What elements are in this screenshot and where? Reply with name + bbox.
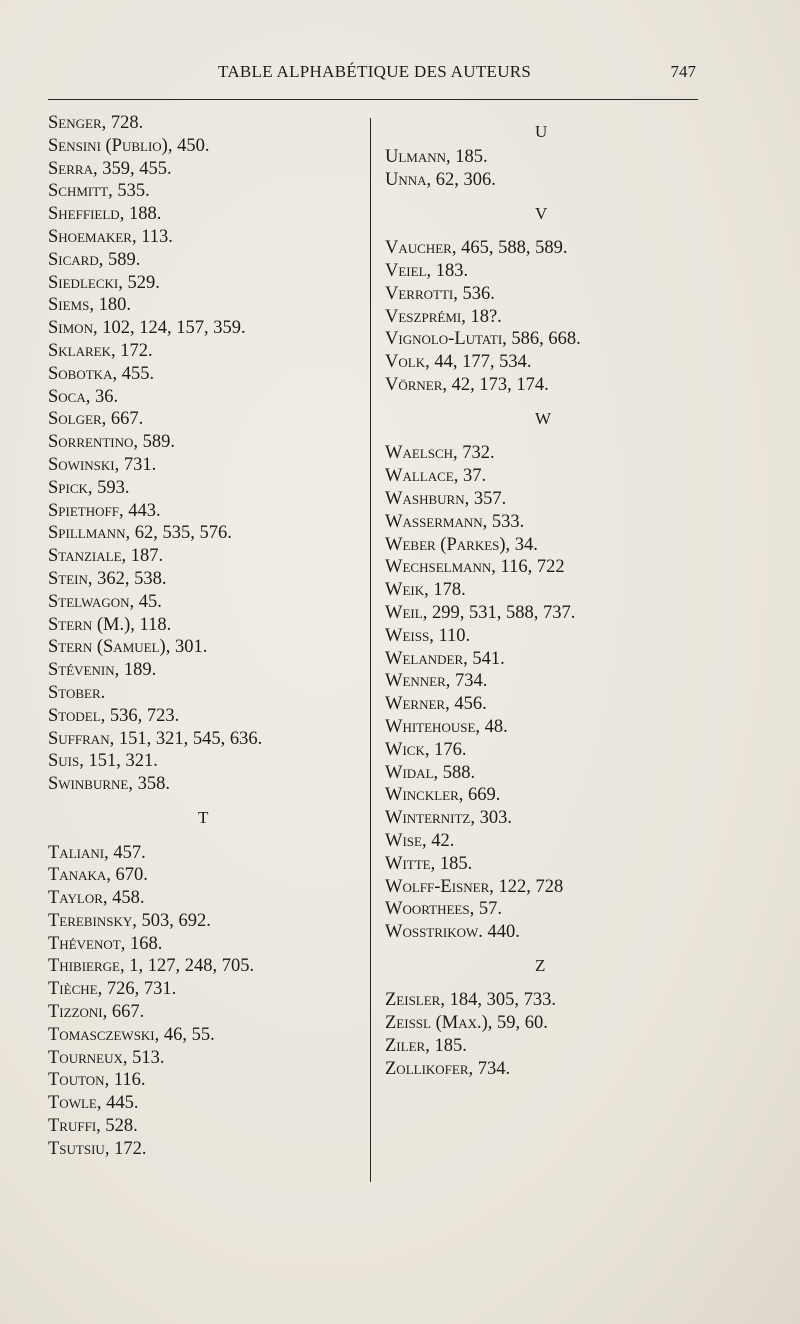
author-name: Verrotti <box>385 283 454 304</box>
page-references: , 533. <box>482 511 525 532</box>
author-name: Vörner <box>385 374 443 395</box>
author-name: Werner <box>385 694 446 715</box>
page-number: 747 <box>670 62 696 81</box>
page-references: , 299, 531, 588, 737. <box>422 602 576 623</box>
author-name: Stern (Samuel) <box>48 637 166 658</box>
author-name: Touton <box>48 1070 105 1091</box>
author-name: Stein <box>48 568 88 589</box>
author-name: Senger <box>48 113 102 133</box>
index-entry <box>48 1001 358 1024</box>
page-references: , 589. <box>98 249 141 270</box>
author-name: Wick <box>385 739 425 760</box>
page-references: , 458. <box>102 888 145 909</box>
page-references: , 151, 321. <box>79 751 158 772</box>
author-name: Zeissl (Max.) <box>385 1013 488 1034</box>
author-name: Wise <box>385 830 422 851</box>
page-references: , 42. <box>421 830 455 851</box>
section-letter-z: Z <box>535 955 546 975</box>
author-name: Wechselmann <box>385 557 492 578</box>
author-name: Tomasczewski <box>48 1024 155 1045</box>
index-entry <box>48 842 358 865</box>
author-name: Solger <box>48 409 102 430</box>
page-references: , 34. <box>505 534 538 555</box>
page-references: , 528. <box>96 1116 138 1137</box>
author-name: Tourneux <box>48 1047 123 1068</box>
section-letter-t: T <box>198 807 209 827</box>
index-entry <box>385 739 685 762</box>
page-references: , 513. <box>122 1047 165 1068</box>
index-entry <box>385 1035 685 1058</box>
page-references: , 188. <box>119 204 162 225</box>
author-name: Washburn <box>385 488 465 509</box>
author-name: Unna <box>385 169 427 190</box>
index-entry <box>385 898 685 921</box>
author-name: Stodel <box>48 705 101 726</box>
author-name: Sicard <box>48 249 99 270</box>
author-name: Thibierge <box>48 956 120 977</box>
page-references: , 189. <box>114 660 157 681</box>
page-references: , 62, 306. <box>426 169 496 190</box>
author-name: Woorthees <box>385 899 470 920</box>
index-entry <box>48 226 358 249</box>
index-entry <box>385 989 685 1012</box>
section-letter-v: V <box>535 203 548 223</box>
section-s-entries <box>48 112 358 796</box>
left-column <box>48 112 358 1161</box>
author-name: Volk <box>385 352 426 373</box>
author-name: Weik <box>385 580 425 601</box>
author-name: Spick <box>48 477 88 498</box>
index-entry <box>48 955 358 978</box>
index-entry <box>385 169 685 192</box>
page-references: , 669. <box>458 785 501 806</box>
index-entry <box>48 978 358 1001</box>
author-name: Veiel <box>385 260 427 281</box>
index-entry <box>48 477 358 500</box>
index-entry <box>48 500 358 523</box>
author-name: Waelsch <box>385 443 454 464</box>
index-entry <box>385 465 685 488</box>
index-entry <box>48 1092 358 1115</box>
author-name: Stanziale <box>48 546 122 567</box>
page-references: , 362, 538. <box>87 568 167 589</box>
page-references: , 541. <box>463 648 505 669</box>
running-title: TABLE ALPHABÉTIQUE DES AUTEURS <box>218 62 532 81</box>
page-references: , 456. <box>445 694 487 715</box>
page-references: , 667. <box>102 1002 145 1023</box>
index-entry <box>385 807 685 830</box>
page-references: , 37. <box>453 466 487 487</box>
page-references: , 172. <box>104 1138 147 1159</box>
index-entry <box>385 374 685 397</box>
page-references: , 457. <box>104 842 146 863</box>
page-references: , 118. <box>130 614 172 635</box>
page-references: , 535. <box>108 181 150 202</box>
author-name: Ulmann <box>385 147 447 167</box>
index-entry <box>48 568 358 591</box>
index-entry <box>48 158 358 181</box>
index-entry <box>385 625 685 648</box>
right-column <box>385 112 685 1081</box>
author-name: Wenner <box>385 671 446 692</box>
index-entry <box>385 670 685 693</box>
author-name: Vignolo-Lutati <box>385 329 503 350</box>
index-entry <box>385 602 685 625</box>
page-references: , 1, 127, 248, 705. <box>119 956 255 977</box>
author-name: Stern (M.) <box>48 614 131 635</box>
index-entry <box>385 762 685 785</box>
page-references: , 185. <box>425 1036 467 1057</box>
author-name: Vaucher <box>385 238 452 259</box>
index-entry <box>385 146 685 169</box>
author-name: Sheffield <box>48 204 120 225</box>
page-references: , 185. <box>430 853 473 874</box>
index-entry <box>48 591 358 614</box>
index-entry <box>385 260 685 283</box>
author-name: Tizzoni <box>48 1002 103 1023</box>
author-name: Wassermann <box>385 511 483 532</box>
index-entry <box>385 853 685 876</box>
author-name: Suis <box>48 751 80 772</box>
index-entry <box>385 511 685 534</box>
page-references: , 183. <box>426 260 469 281</box>
page-references: , 184, 305, 733. <box>440 990 556 1011</box>
page-references: , 42, 173, 174. <box>442 374 549 395</box>
column-divider <box>370 118 371 1182</box>
author-name: Welander <box>385 648 464 669</box>
index-entry <box>48 135 358 158</box>
page-references: , 176. <box>424 739 467 760</box>
page-references: , 455. <box>112 363 155 384</box>
author-name: Weiss <box>385 625 430 646</box>
index-entry <box>385 784 685 807</box>
header-rule <box>48 99 698 100</box>
index-entry <box>385 830 685 853</box>
index-entry <box>48 887 358 910</box>
page-references: , 301. <box>165 637 208 658</box>
author-name: Zeisler <box>385 990 441 1011</box>
index-entry <box>48 1115 358 1138</box>
index-entry <box>48 705 358 728</box>
page-references: , 536, 723. <box>100 705 180 726</box>
author-name: Tanaka <box>48 865 107 886</box>
author-name: Weil <box>385 602 423 623</box>
index-entry <box>48 545 358 568</box>
page-references: , 178. <box>424 580 466 601</box>
index-entry <box>385 716 685 739</box>
author-name: Witte <box>385 853 431 874</box>
section-t-entries <box>48 842 358 1161</box>
index-entry <box>385 442 685 465</box>
author-name: Truffi <box>48 1116 97 1137</box>
index-entry <box>48 682 358 705</box>
page-references: , 113. <box>131 226 173 247</box>
page-references: , 187. <box>121 546 164 567</box>
author-name: Widal <box>385 762 434 783</box>
author-name: Stelwagon <box>48 591 130 612</box>
page-references: , 726, 731. <box>97 979 177 1000</box>
index-entry <box>385 1012 685 1035</box>
index-entry <box>385 237 685 260</box>
author-name: Suffran <box>48 728 110 749</box>
author-name: Siedlecki <box>48 272 119 293</box>
index-entry <box>48 249 358 272</box>
author-name: Veszprémi <box>385 306 462 327</box>
author-name: Terebinsky <box>48 910 133 931</box>
author-name: Tsutsiu <box>48 1138 105 1159</box>
index-entry <box>48 340 358 363</box>
author-name: Winckler <box>385 785 459 806</box>
page-references: . <box>100 682 106 703</box>
author-name: Wallace <box>385 466 454 487</box>
author-name: Sowinski <box>48 454 115 475</box>
index-entry <box>385 351 685 374</box>
index-entry <box>48 750 358 773</box>
index-entry <box>48 1069 358 1092</box>
index-entry <box>385 876 685 899</box>
page-references: . 440. <box>478 922 520 943</box>
page-references: , 172. <box>111 340 153 361</box>
page-references: , 122, 728 <box>489 876 564 897</box>
author-name: Schmitt <box>48 181 109 202</box>
index-entry <box>48 180 358 203</box>
page-references: , 45. <box>129 591 162 612</box>
author-name: Wolff-Eisner <box>385 876 490 897</box>
author-name: Thévenot <box>48 933 121 954</box>
page-references: , 670. <box>106 865 148 886</box>
index-entry <box>48 636 358 659</box>
page-references: , 734. <box>468 1058 511 1079</box>
author-name: Weber (Parkes) <box>385 534 506 555</box>
index-entry <box>385 1058 685 1081</box>
page-references: , 116. <box>104 1070 146 1091</box>
index-entry <box>48 272 358 295</box>
section-w-entries <box>385 442 685 944</box>
index-entry <box>385 693 685 716</box>
page-references: , 18?. <box>461 306 502 327</box>
index-entry <box>48 659 358 682</box>
author-name: Taylor <box>48 888 103 909</box>
author-name: Whitehouse <box>385 716 476 737</box>
index-entry <box>48 728 358 751</box>
page-references: , 62, 535, 576. <box>125 523 232 544</box>
page-references: , 357. <box>464 488 507 509</box>
author-name: Spiethoff <box>48 500 119 521</box>
section-letter-w: W <box>535 408 552 428</box>
page-references: , 734. <box>445 671 488 692</box>
page-references: , 168. <box>120 933 163 954</box>
page-references: , 589. <box>133 432 176 453</box>
index-entry <box>48 1047 358 1070</box>
index-entry <box>48 431 358 454</box>
page-references: , 732. <box>453 443 495 464</box>
page-references: , 465, 588, 589. <box>451 238 568 259</box>
page-references: , 529. <box>118 272 160 293</box>
page-references: , 102, 124, 157, 359. <box>92 318 246 339</box>
page-references: , 358. <box>128 774 170 795</box>
author-name: Spillmann <box>48 523 126 544</box>
author-name: Siems <box>48 295 90 316</box>
author-name: Winternitz <box>385 808 471 829</box>
page-references: , 180. <box>89 295 131 316</box>
index-entry <box>48 933 358 956</box>
index-entry <box>48 317 358 340</box>
section-u-entries <box>385 146 685 192</box>
author-name: Stober <box>48 682 101 703</box>
page-references: , 667. <box>101 409 144 430</box>
author-name: Tièche <box>48 979 98 1000</box>
author-name: Serra <box>48 158 93 179</box>
index-entry <box>385 556 685 579</box>
section-letter-u: U <box>535 122 548 141</box>
index-entry <box>48 386 358 409</box>
index-entry <box>48 408 358 431</box>
author-name: Sensini (Publio) <box>48 135 168 156</box>
page-references: , 731. <box>114 454 157 475</box>
index-entry <box>385 283 685 306</box>
section-z-entries <box>385 989 685 1080</box>
section-v-entries <box>385 237 685 397</box>
page-references: , 116, 722 <box>491 557 565 578</box>
author-name: Zollikofer <box>385 1058 469 1079</box>
page-references: , 36. <box>85 386 119 407</box>
page-references: , 44, 177, 534. <box>425 352 532 373</box>
page-references: , 593. <box>87 477 130 498</box>
author-name: Wosstrikow <box>385 922 479 943</box>
index-entry <box>385 534 685 557</box>
index-entry <box>385 306 685 329</box>
index-entry <box>48 522 358 545</box>
author-name: Sobotka <box>48 363 113 384</box>
page-references: , 46, 55. <box>154 1024 215 1045</box>
page-references: , 59, 60. <box>487 1013 548 1034</box>
author-name: Sorrentino <box>48 432 134 453</box>
author-name: Taliani <box>48 842 105 863</box>
index-entry <box>48 1138 358 1161</box>
page-references: , 48. <box>475 716 508 737</box>
page-references: , 586, 668. <box>502 329 581 350</box>
index-entry <box>385 579 685 602</box>
page-references: , 588. <box>433 762 476 783</box>
index-entry <box>48 773 358 796</box>
page-references: , 503, 692. <box>132 910 211 931</box>
index-entry <box>48 454 358 477</box>
author-name: Stévenin <box>48 660 115 681</box>
page-references: , 185. <box>446 147 488 167</box>
index-entry <box>48 363 358 386</box>
index-entry <box>385 648 685 671</box>
page-references: , 536. <box>453 283 495 304</box>
index-entry <box>48 864 358 887</box>
page-header <box>48 62 698 86</box>
page-references: , 359, 455. <box>92 158 172 179</box>
page-references: , 110. <box>429 625 471 646</box>
page-references: , 450. <box>167 135 210 156</box>
page-references: , 443. <box>118 500 161 521</box>
page-references: , 445. <box>96 1093 139 1114</box>
page-references: , 303. <box>470 808 512 829</box>
index-entry <box>48 112 358 135</box>
author-name: Simon <box>48 318 93 339</box>
page-references: , 151, 321, 545, 636. <box>109 728 263 749</box>
index-entry <box>385 328 685 351</box>
index-entry <box>48 614 358 637</box>
index-entry <box>48 910 358 933</box>
index-entry <box>48 294 358 317</box>
page-references: , 57. <box>469 899 502 920</box>
author-name: Soca <box>48 386 86 407</box>
author-name: Ziler <box>385 1036 426 1057</box>
author-name: Towle <box>48 1093 97 1114</box>
index-entry <box>48 1024 358 1047</box>
author-name: Sklarek <box>48 340 112 361</box>
index-entry <box>385 488 685 511</box>
index-entry <box>48 203 358 226</box>
index-entry <box>385 921 685 944</box>
author-name: Swinburne <box>48 774 129 795</box>
author-name: Shoemaker <box>48 226 132 247</box>
page-references: , 728. <box>101 113 144 133</box>
